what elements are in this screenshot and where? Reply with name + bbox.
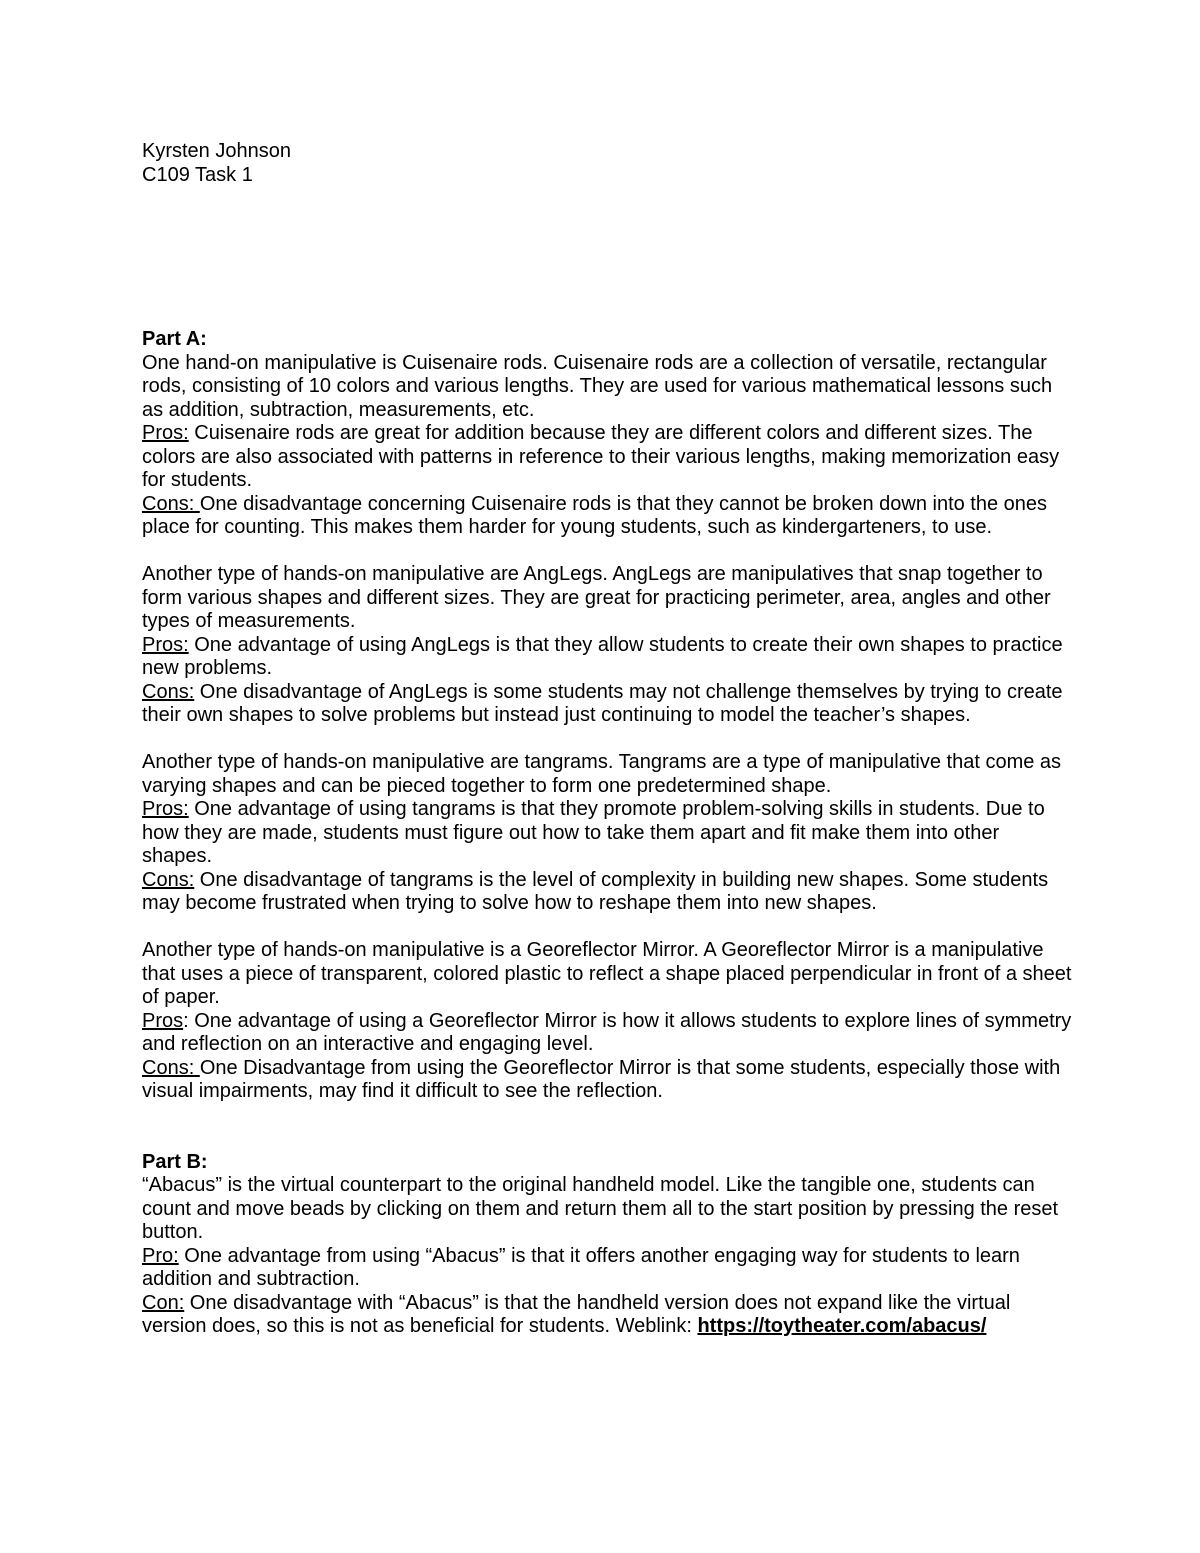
pros-label: Pros: (142, 422, 189, 444)
pros-text: Cuisenaire rods are great for addition because they are different colors and different sizes. The colors are also associated with patterns in reference to their various lengths, making memorization easy for students. (142, 422, 1060, 491)
pro-paragraph (142, 1245, 1072, 1292)
part-a-heading: Part A: (142, 328, 207, 350)
spacer (142, 540, 1072, 564)
course-title: C109 Task 1 (142, 163, 253, 186)
part-b-heading: Part B: (142, 1150, 208, 1173)
pros-text: One advantage of using AngLegs is that they allow students to create their own shapes to practice new problems. (142, 633, 1063, 679)
manipulative-intro: Another type of hands-on manipulative are AngLegs. AngLegs are manipulatives that snap together to form various shapes and different sizes. They are great for practicing perimeter, area, angles and other types of measurements. (142, 563, 1051, 632)
pro-text: One advantage from using “Abacus” is that it offers another engaging way for students to learn addition and subtraction. (142, 1244, 1020, 1290)
pro-label: Pro: (142, 1244, 179, 1267)
cons-paragraph (142, 681, 1072, 728)
pros-paragraph (142, 798, 1072, 869)
cons-label: Cons: (142, 1056, 200, 1079)
spacer (142, 1104, 1072, 1151)
con-text: One disadvantage with “Abacus” is that the handheld version does not expand like the virtual version does, so this is not as beneficial for students. Weblink: (142, 1291, 1011, 1337)
pros-paragraph (142, 422, 1072, 493)
pros-label: Pros (142, 1009, 184, 1032)
cons-paragraph (142, 1057, 1072, 1104)
cons-text: One Disadvantage from using the Georeflector Mirror is that some students, especially those with visual impairments, may find it difficult to see the reflection. (142, 1056, 1061, 1102)
virtual-manipulative-block (142, 1174, 1072, 1339)
manipulative-block-tangrams (142, 751, 1072, 916)
spacer (142, 728, 1072, 752)
virtual-intro: “Abacus” is the virtual counterpart to the original handheld model. Like the tangible one, students can count and move beads by clicking on them and return them all to the start position by pressing the reset button. (142, 1174, 1059, 1243)
con-paragraph (142, 1292, 1072, 1339)
pros-label: Pros: (142, 633, 189, 656)
spacer (142, 187, 1072, 328)
cons-paragraph (142, 493, 1072, 540)
cons-text: One disadvantage of tangrams is the level of complexity in building new shapes. Some students may become frustrated when trying to solve how to reshape them into new shapes. (142, 868, 1049, 914)
manipulative-intro: One hand-on manipulative is Cuisenaire rods. Cuisenaire rods are a collection of versatile, rectangular rods, consisting of 10 colors and various lengths. They are used for various mathematical lessons such as addition, subtraction, measurements, etc. (142, 351, 1053, 421)
cons-text: One disadvantage concerning Cuisenaire rods is that they cannot be broken down into the ones place for counting. This makes them harder for young students, such as kindergarteners, to use. (142, 492, 1048, 538)
cons-paragraph (142, 869, 1072, 916)
cons-label: Cons: (142, 492, 200, 515)
manipulative-intro: Another type of hands-on manipulative are tangrams. Tangrams are a type of manipulative that come as varying shapes and can be pieced together to form one predetermined shape. (142, 751, 1062, 797)
spacer (142, 916, 1072, 940)
cons-label: Cons: (142, 680, 195, 703)
manipulative-block-georeflector (142, 939, 1072, 1104)
pros-label: Pros: (142, 798, 189, 820)
cons-text: One disadvantage of AngLegs is some students may not challenge themselves by trying to create their own shapes to solve problems but instead just continuing to model the teacher’s shapes. (142, 680, 1063, 726)
manipulative-block-anglegs (142, 563, 1072, 728)
cons-label: Cons: (142, 868, 195, 891)
manipulative-block-cuisenaire (142, 352, 1072, 540)
pros-text: : One advantage of using a Georeflector Mirror is how it allows students to explore lines of symmetry and reflection on an interactive and engaging level. (142, 1009, 1072, 1055)
manipulative-intro: Another type of hands-on manipulative is a Georeflector Mirror. A Georeflector Mirror is a manipulative that uses a piece of transparent, colored plastic to reflect a shape placed perpendicular in front of a sheet of paper. (142, 939, 1072, 1008)
pros-paragraph (142, 634, 1072, 681)
pros-text: One advantage of using tangrams is that they promote problem-solving skills in students. Due to how they are made, students must figure out how to take them apart and fit make them into other shapes. (142, 798, 1045, 867)
con-label: Con: (142, 1291, 185, 1314)
weblink[interactable]: https://toytheater.com/abacus/ (697, 1315, 987, 1337)
pros-paragraph (142, 1010, 1072, 1057)
document-page (142, 140, 1072, 1339)
author-name: Kyrsten Johnson (142, 140, 291, 162)
